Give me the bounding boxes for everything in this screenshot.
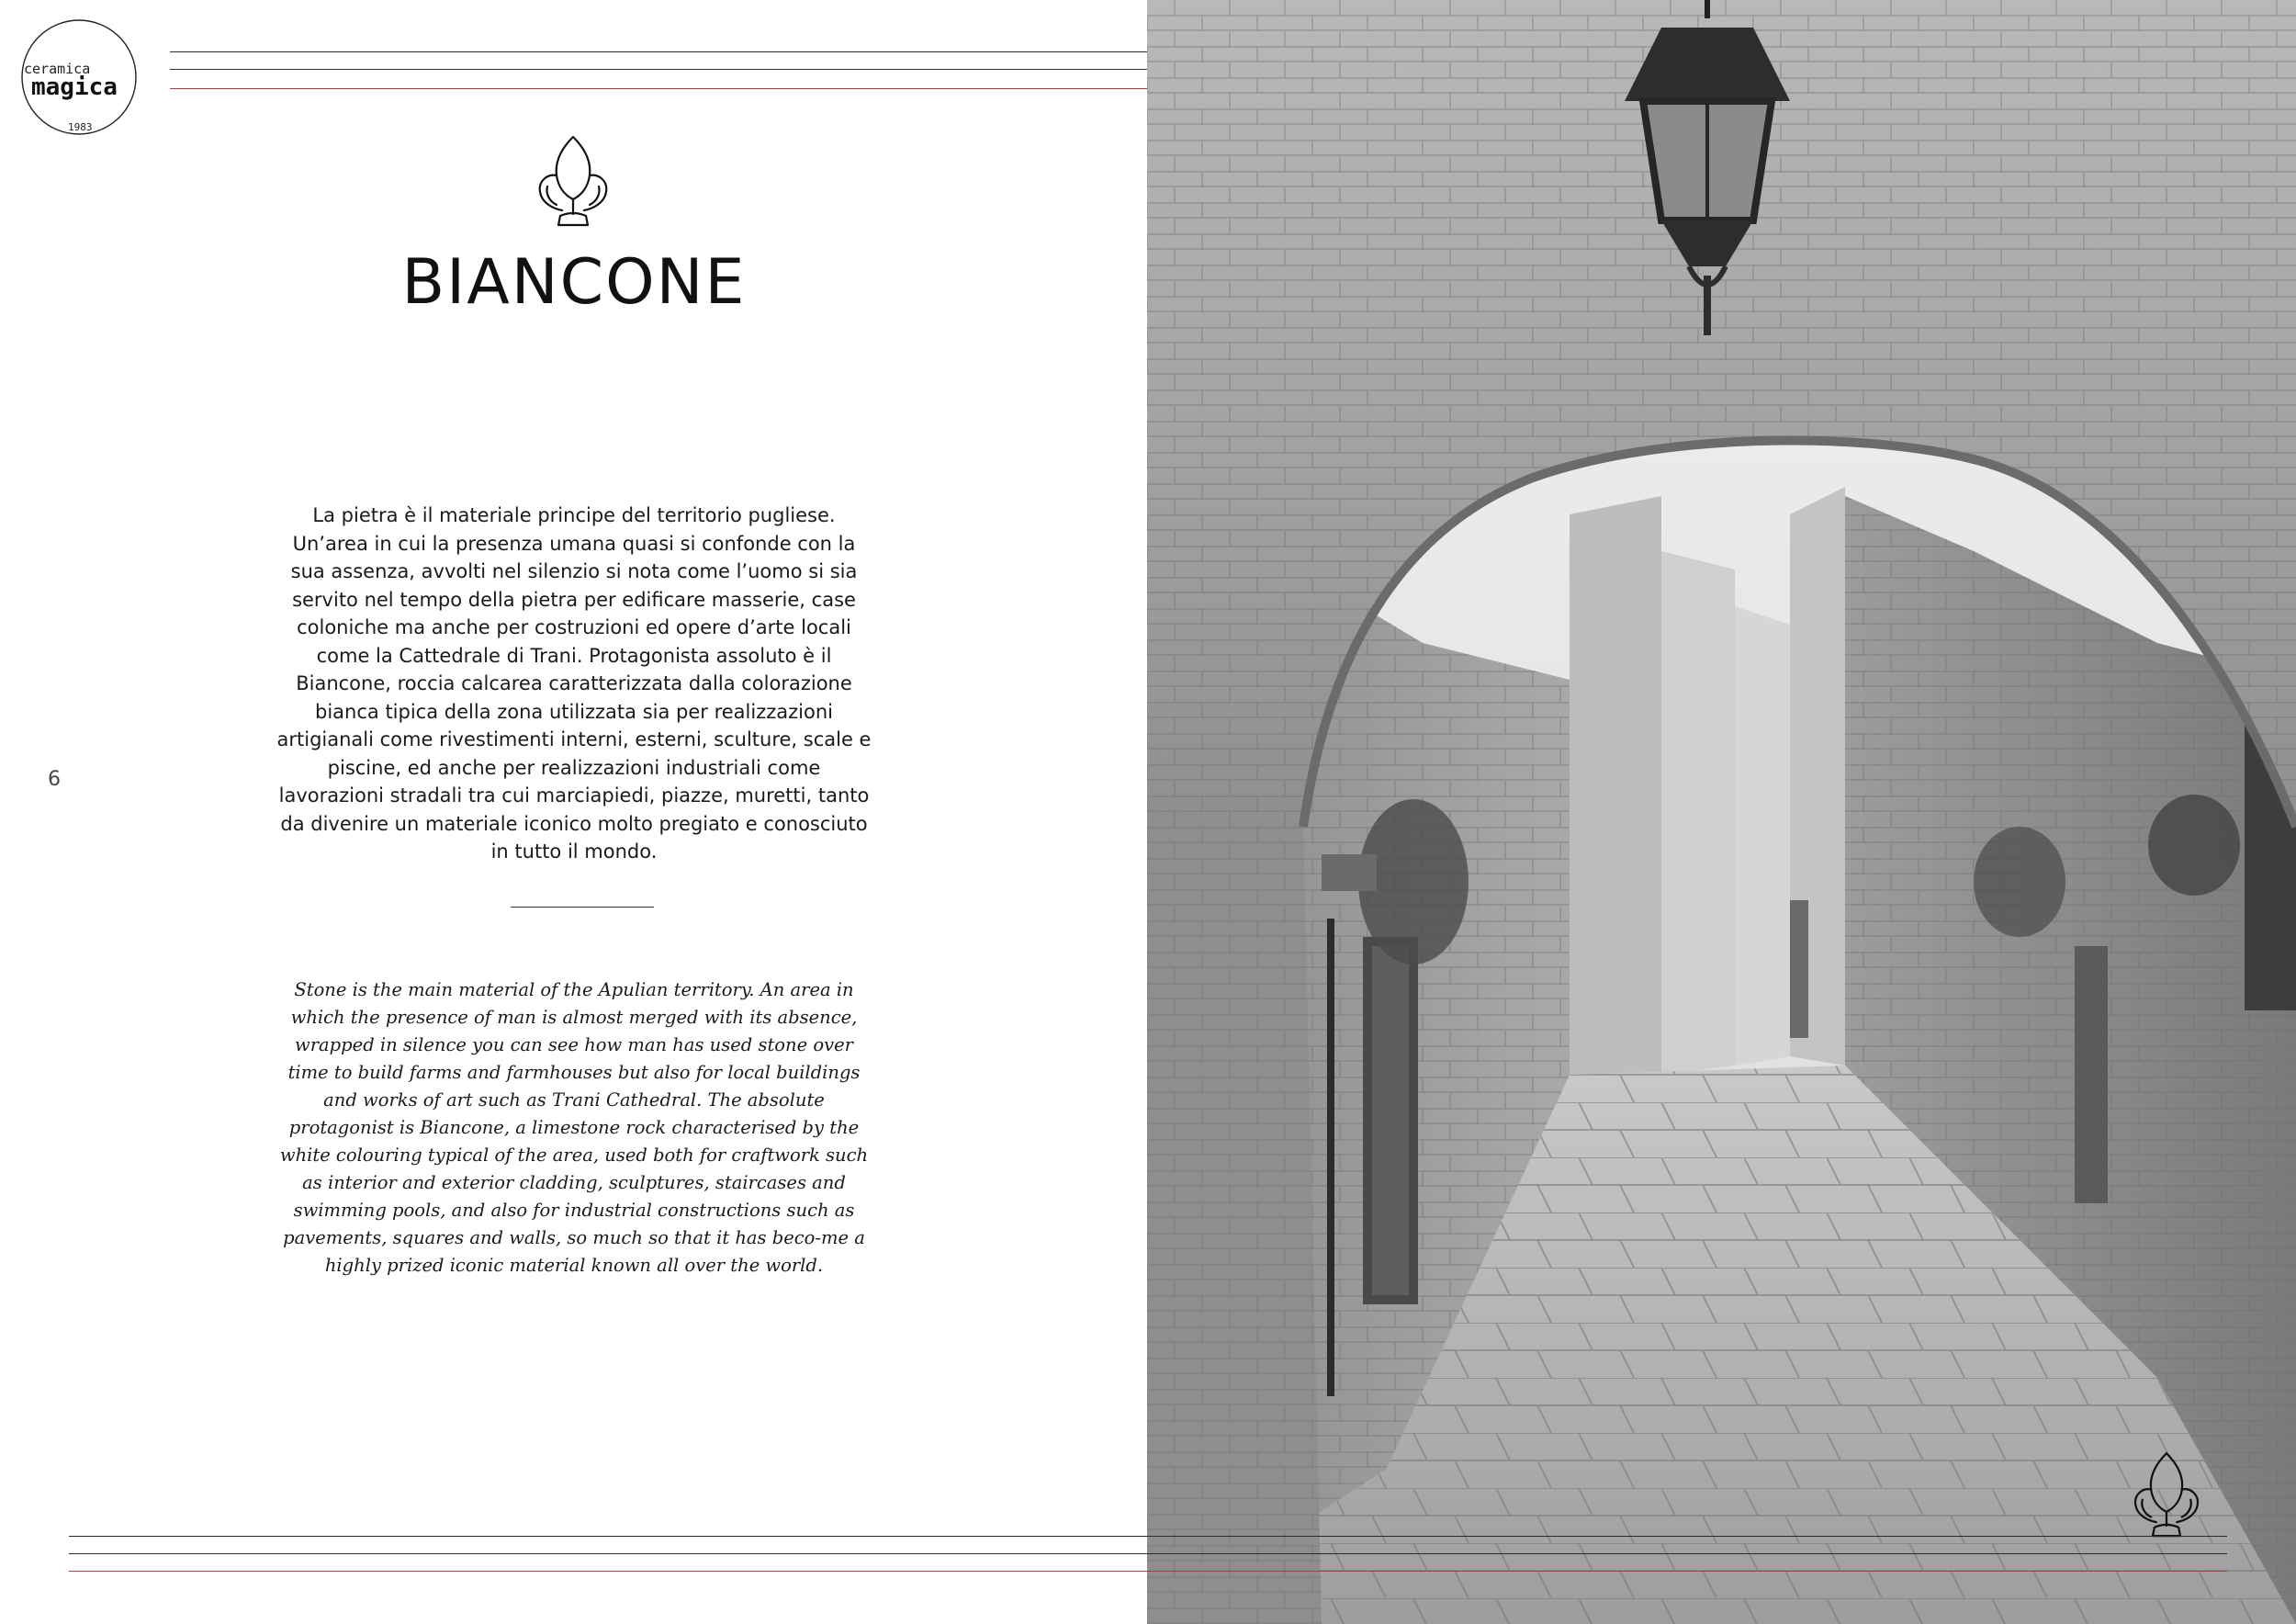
logo-main-text: magica xyxy=(31,73,118,101)
pumo-icon xyxy=(2125,1449,2208,1543)
stone-alley-photo xyxy=(1147,0,2296,1624)
section-divider xyxy=(511,907,654,908)
page-title: BIANCONE xyxy=(401,246,747,319)
stone-alley-illustration xyxy=(1147,0,2296,1624)
ceramica-magica-logo xyxy=(18,17,140,138)
pumo-icon xyxy=(529,133,617,232)
page-number: 6 xyxy=(48,768,61,791)
bottom-rule-1 xyxy=(69,1536,2227,1537)
logo-top-text: ceramica xyxy=(24,61,91,77)
bottom-rule-accent xyxy=(69,1571,2227,1572)
body-text-english: Stone is the main material of the Apulian territory. An area in which the presence of man is almost merged with its absence, wrapped in silence you can see how man has used stone over time to build farms and farmhouses but also for local buildings and works of art such as Trani Cathedral. The absolute protagonist is Biancone, a limestone rock characterised by the white colouring typical of the area, used both for craftwork such as interior and exterior cladding, sculptures, staircases and swimming pools, and also for industrial constructions such as pavements, squares and walls, so much so that it has beco-me a highly prized iconic material known all over the world. xyxy=(279,979,869,1276)
bottom-rule-2 xyxy=(69,1553,2227,1554)
logo-year-text: 1983 xyxy=(68,121,93,133)
body-text-italian: La pietra è il materiale principe del territorio pugliese. Un’area in cui la presenza umana quasi si confonde con la sua assenza, avvolti nel silenzio si nota come l’uomo si sia servito nel tempo della pietra per edificare masserie, case coloniche ma anche per costruzioni ed opere d’arte locali come la Cattedrale di Trani. Protagonista assoluto è il Biancone, roccia calcarea caratterizzata dalla colorazione bianca tipica della zona utilizzata sia per realizzazioni artigianali come rivestimenti interni, esterni, sculture, scale e piscine, ed anche per realizzazioni industriali come lavorazioni stradali tra cui marciapiedi, piazze, muretti, tanto da divenire un materiale iconico molto pregiato e conosciuto in tutto il mondo. xyxy=(276,504,872,863)
